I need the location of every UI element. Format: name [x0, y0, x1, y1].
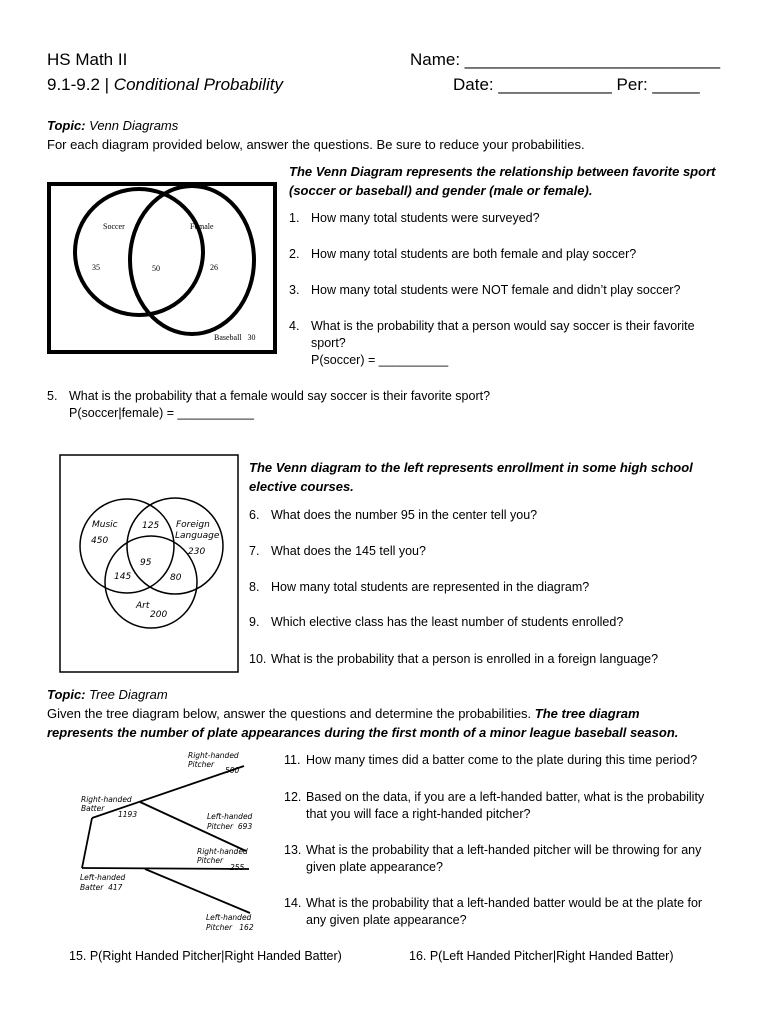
question-number: 8. [249, 580, 260, 594]
tree-ll-pitcher: Pitcher [206, 923, 233, 932]
question-text: Which elective class has the least number of students enrolled? [271, 615, 624, 629]
answer-blank[interactable]: P(soccer) = __________ [311, 353, 449, 367]
venn1-outside [214, 333, 256, 342]
venn2-description-line1: The Venn diagram to the left represents enrollment in some high school [249, 460, 693, 475]
question-number: 1. [289, 211, 300, 225]
venn2-music-art: 145 [114, 572, 132, 582]
question-number: 6. [249, 508, 260, 522]
tree-rr-label-line2: Pitcher [188, 760, 215, 769]
venn1-description-line1: The Venn Diagram represents the relationship between favorite sport [289, 164, 716, 179]
question-number: 4. [289, 319, 300, 333]
topic-label: Topic: [47, 687, 86, 702]
tree-lh-batter-value: 417 [108, 883, 123, 892]
question-number: 10. [249, 652, 267, 666]
tree-lh-batter: Batter [80, 883, 104, 892]
question-text: What is the probability that a left-handed pitcher will be throwing for any [306, 843, 702, 857]
tree-rh-batter-line2: Batter [81, 804, 105, 813]
topic-venn [47, 118, 178, 133]
name-field[interactable]: Name: ___________________________ [410, 50, 721, 69]
topic-name: Venn Diagrams [89, 118, 179, 133]
tree-rl-label [207, 812, 252, 832]
topic-tree [47, 687, 168, 702]
question-text: Based on the data, if you are a left-handed batter, what is the probability [306, 790, 705, 804]
question-text: What is the probability that a person is enrolled in a foreign language? [271, 652, 659, 666]
tree-rh-batter-value: 1193 [118, 810, 138, 819]
topic-name: Tree Diagram [89, 687, 168, 702]
venn1-label-soccer: Soccer [103, 222, 125, 231]
tree-ll-label-line1: Left-handed [206, 913, 252, 922]
course-title: HS Math II [47, 50, 128, 69]
tree-rl-label-line1: Left-handed [207, 812, 253, 821]
tree-instructions-text: Given the tree diagram below, answer the questions and determine the probabilities. [47, 706, 535, 721]
question-text: How many total students were NOT female and didn’t play soccer? [311, 283, 681, 297]
venn2-art-only: 200 [150, 610, 168, 620]
venn1-both: 50 [152, 264, 160, 273]
tree-ll-label [206, 913, 254, 933]
tree-instructions [47, 706, 640, 721]
tree-lh-batter-line1: Left-handed [80, 873, 126, 882]
tree-lh-batter-line2 [80, 883, 125, 893]
date-period-field[interactable]: Date: ____________ Per: _____ [453, 75, 700, 94]
question-text: What does the 145 tell you? [271, 544, 426, 558]
tree-instructions-bold: The tree diagram [534, 706, 640, 721]
question-text: What is the probability that a left-handed batter would be at the plate for [306, 896, 703, 910]
venn-instructions: For each diagram provided below, answer the questions. Be sure to reduce your probabilities. [47, 137, 585, 152]
question-text: What is the probability that a person would say soccer is their favorite [311, 319, 695, 333]
tree-diagram [60, 745, 275, 935]
venn1-description-line2: (soccer or baseball) and gender (male or female). [289, 183, 593, 198]
question-number: 3. [289, 283, 300, 297]
question-number: 7. [249, 544, 260, 558]
tree-rr-value: 500 [225, 766, 240, 775]
venn2-center: 95 [140, 558, 152, 568]
section-number: 9.1-9.2 | [47, 75, 114, 94]
question-number: 14. [284, 896, 302, 910]
tree-rl-pitcher: Pitcher [207, 822, 234, 831]
venn1-female-only: 26 [210, 263, 218, 272]
venn2-music-only: 450 [91, 536, 109, 546]
tree-rl-value: 693 [237, 822, 253, 831]
tree-rh-batter-line1: Right-handed [81, 795, 132, 804]
topic-label: Topic: [47, 118, 86, 133]
venn2-label-foreign: Foreign [176, 520, 210, 530]
question-text: How many total students were surveyed? [311, 211, 540, 225]
question-text: How many total students are represented in the diagram? [271, 580, 590, 594]
venn1-outside-label: Baseball [214, 333, 242, 342]
venn1-outside-value: 30 [247, 333, 256, 342]
tree-ll-label-line2 [206, 923, 254, 933]
section-title [47, 75, 283, 95]
question-text-line2: that you will face a right-handed pitcher? [306, 807, 531, 821]
question-text-line2: sport? [311, 336, 346, 350]
question-text-line2: given plate appearance? [306, 860, 443, 874]
venn2-foreign-art: 80 [170, 573, 182, 583]
tree-lr-label-line1: Right-handed [197, 847, 248, 856]
venn2-label-music: Music [92, 520, 118, 530]
question-16: 16. P(Left Handed Pitcher|Right Handed Batter) [409, 949, 674, 963]
venn2-foreign-only: 230 [188, 547, 206, 557]
tree-rl-label-line2 [207, 822, 252, 832]
lesson-title: Conditional Probability [113, 75, 283, 94]
answer-blank[interactable]: P(soccer|female) = ___________ [69, 406, 254, 420]
venn2-label-art: Art [136, 601, 150, 611]
question-text: How many total students are both female and play soccer? [311, 247, 637, 261]
question-text: What does the number 95 in the center tell you? [271, 508, 538, 522]
venn2-music-foreign: 125 [142, 521, 160, 531]
question-number: 12. [284, 790, 302, 804]
tree-instructions-line2: represents the number of plate appearances during the first month of a minor league baseball season. [47, 725, 679, 740]
venn1-label-female: Female [190, 222, 214, 231]
tree-rr-label-line1: Right-handed [188, 751, 239, 760]
question-number: 2. [289, 247, 300, 261]
question-number: 5. [47, 389, 58, 403]
question-15: 15. P(Right Handed Pitcher|Right Handed Batter) [69, 949, 342, 963]
tree-ll-value: 162 [239, 923, 254, 932]
question-number: 11. [284, 753, 301, 767]
venn2-description-line2: elective courses. [249, 479, 354, 494]
question-text: What is the probability that a female would say soccer is their favorite sport? [69, 389, 491, 403]
tree-lr-value: 255 [230, 863, 245, 872]
question-text: How many times did a batter come to the plate during this time period? [306, 753, 698, 767]
question-text-line2: any given plate appearance? [306, 913, 467, 927]
question-number: 13. [284, 843, 302, 857]
tree-lh-batter-label [80, 873, 125, 893]
venn-diagram-sports [47, 182, 277, 354]
venn1-soccer-only: 35 [92, 263, 100, 272]
venn2-label-language: Language [175, 531, 220, 541]
question-number: 9. [249, 615, 260, 629]
tree-lr-label-line2: Pitcher [197, 856, 224, 865]
